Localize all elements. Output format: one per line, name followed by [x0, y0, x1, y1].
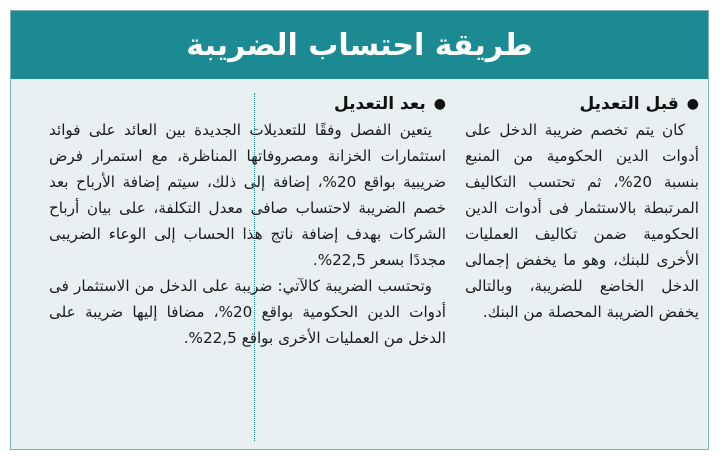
after-column: [49, 91, 446, 351]
before-paragraph: كان يتم تخصم ضريبة الدخل على أدوات الدين الحكومية من المنبع بنسبة 20%، ثم تحتسب التكاليف المرتبطة بالاستثمار فى أدوات الدين الحكومية ضمن تكاليف العمليات الأخرى للبنك، وهو ما يخفض إجمالى الدخل الخاضع للضريبة، وبالتالى يخفض الضريبة المحصلة من البنك.: [465, 121, 699, 321]
page-title: طريقة احتساب الضريبة: [186, 27, 533, 63]
before-heading-label: قبل التعديل: [579, 94, 679, 114]
bullet-icon: ●: [433, 96, 446, 112]
before-heading: [465, 91, 699, 117]
after-paragraph-2: وتحتسب الضريبة كالآتي: ضريبة على الدخل من الاستثمار فى أدوات الدين الحكومية بواقع 20%، مضافا إليها ضريبة على الدخل من العمليات الأخرى بواقع 22,5%.: [49, 277, 446, 347]
after-heading-label: بعد التعديل: [333, 94, 426, 114]
bullet-icon: ●: [686, 96, 699, 112]
header-bar: [11, 11, 708, 79]
infobox: [10, 10, 709, 450]
after-heading: [49, 91, 446, 117]
before-column: [465, 91, 699, 325]
after-paragraph-1: يتعين الفصل وفقًا للتعديلات الجديدة بين العائد على فوائد استثمارات الخزانة ومصروفاتها المناظرة، مع استمرار فرض ضريبية بواقع 20%، إضافة إلى ذلك، سيتم إضافة الأرباح بعد خصم الضريبة لاحتساب صافى معدل التكلفة، على بيان أرباح الشركات بهدف إضافة ناتج هذا الحساب إلى الوعاء الضريبى مجددًا بسعر 22,5%.: [49, 121, 446, 269]
